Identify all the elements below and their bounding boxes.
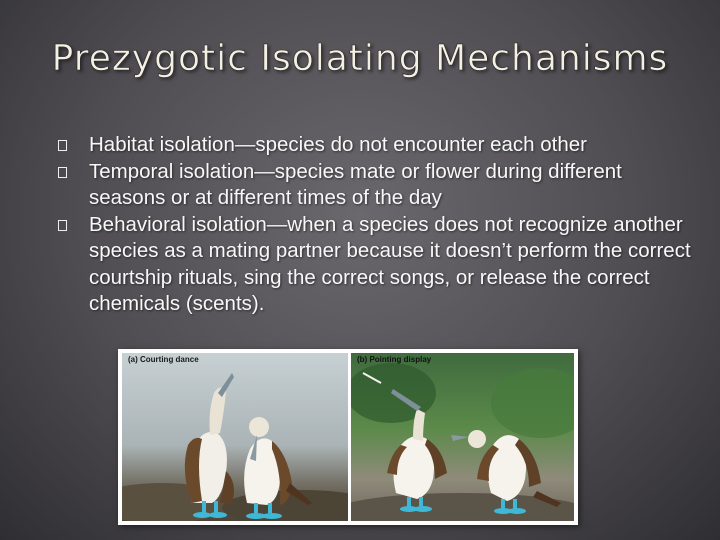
- bullet-item: [58, 132, 698, 159]
- courting-dance-photo: [122, 353, 348, 521]
- courting-dance-image: [122, 353, 348, 521]
- square-bullet-icon: [58, 167, 67, 178]
- bullet-text: Habitat isolation—species do not encounter each other: [89, 133, 588, 156]
- panel-a-caption: (a) Courting dance: [128, 355, 199, 364]
- pointing-display-photo: [351, 353, 574, 521]
- square-bullet-icon: [58, 220, 67, 231]
- slide-title: Prezygotic Isolating Mechanisms: [51, 38, 669, 79]
- pointing-display-image: [351, 353, 574, 521]
- bullet-item: [58, 212, 698, 318]
- bullet-text: Behavioral isolation—when a species does not recognize another species as a mating partner because it doesn’t perform the correct courtship rituals, sing the correct songs, or release the correct chemicals (scents).: [89, 212, 691, 315]
- bullet-text: Temporal isolation—species mate or flower during different seasons or at different times of the day: [89, 159, 622, 209]
- square-bullet-icon: [58, 140, 67, 151]
- bullet-list: [58, 132, 698, 318]
- bullet-item: [58, 159, 698, 212]
- booby-courtship-figure: [118, 349, 578, 525]
- panel-b-caption: (b) Pointing display: [357, 355, 432, 364]
